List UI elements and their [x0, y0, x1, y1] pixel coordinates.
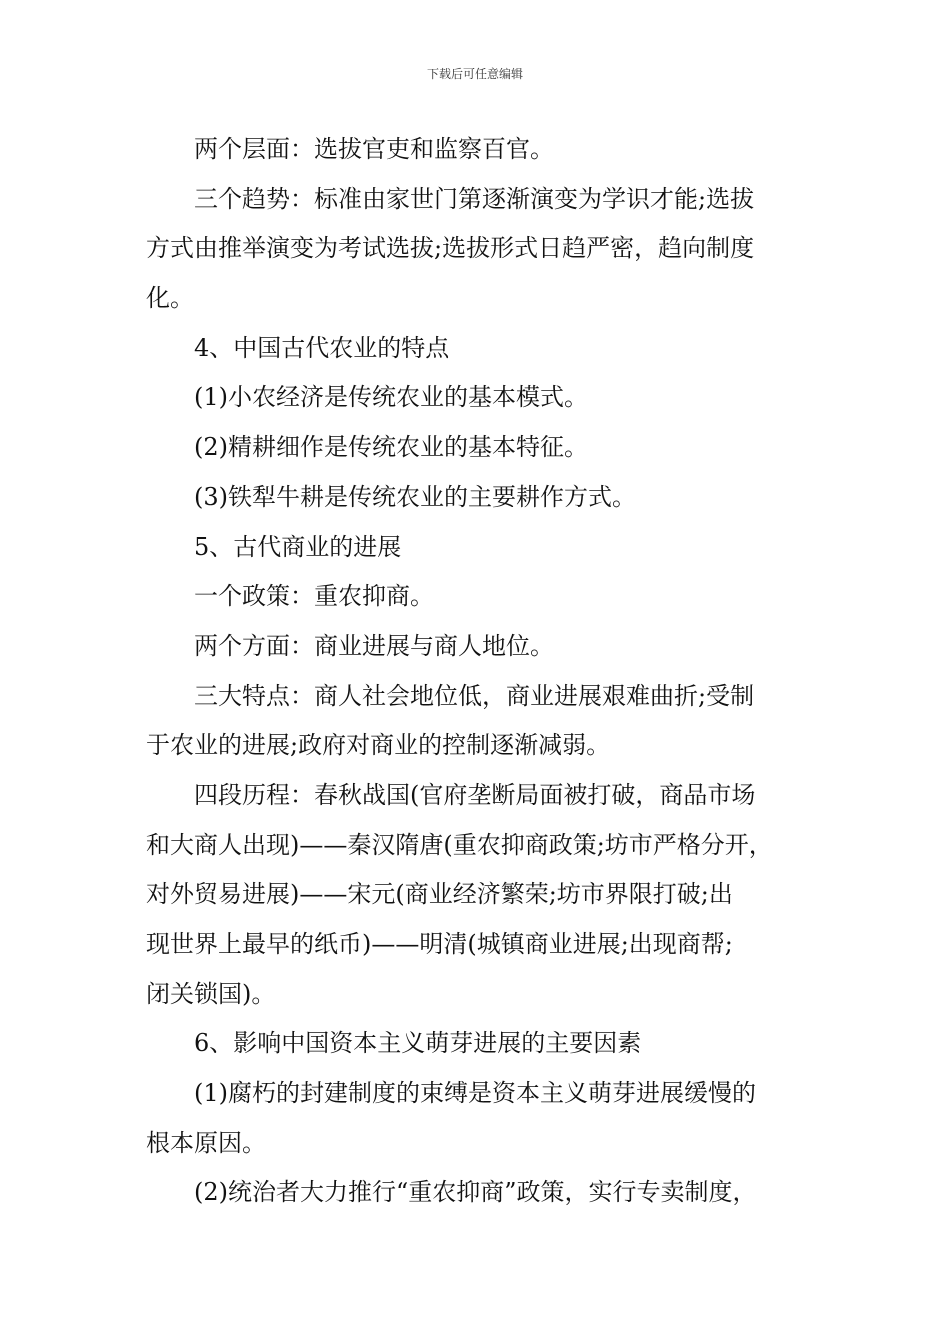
section-heading: 5、古代商业的进展 [194, 532, 402, 561]
text-line: 方式由推举演变为考试选拔;选拔形式日趋严密，趋向制度 [146, 234, 755, 263]
text-line: (2)精耕细作是传统农业的基本特征。 [194, 433, 588, 462]
text-line: 四段历程：春秋战国(官府垄断局面被打破，商品市场 [194, 780, 756, 809]
text-line: 化。 [146, 284, 194, 313]
page-header: 下载后可任意编辑 [426, 67, 523, 81]
text-line: 根本原因。 [146, 1128, 266, 1157]
text-line: (1)小农经济是传统农业的基本模式。 [194, 383, 588, 412]
text-line: 两个方面：商业进展与商人地位。 [194, 631, 554, 660]
text-line: (3)铁犁牛耕是传统农业的主要耕作方式。 [194, 482, 636, 511]
text-line: (2)统治者大力推行“重农抑商”政策，实行专卖制度， [194, 1178, 757, 1207]
section-heading: 6、影响中国资本主义萌芽进展的主要因素 [194, 1029, 642, 1058]
text-line: 对外贸易进展)——宋元(商业经济繁荣;坊市界限打破;出 [146, 880, 733, 909]
text-line: 两个层面：选拔官吏和监察百官。 [194, 135, 554, 163]
text-line: 三大特点：商人社会地位低，商业进展艰难曲折;受制 [194, 681, 755, 710]
text-line: (1)腐朽的封建制度的束缚是资本主义萌芽进展缓慢的 [194, 1079, 756, 1108]
text-line: 现世界上最早的纸币)——明清(城镇商业进展;出现商帮; [146, 930, 733, 958]
document-body [146, 125, 814, 1218]
text-line: 三个趋势：标准由家世门第逐渐演变为学识才能;选拔 [194, 184, 755, 213]
text-line: 闭关锁国)。 [146, 979, 276, 1008]
text-line: 一个政策：重农抑商。 [194, 582, 434, 611]
section-heading: 4、中国古代农业的特点 [194, 333, 450, 362]
text-line: 和大商人出现)——秦汉隋唐(重农抑商政策;坊市严格分开， [146, 830, 773, 859]
text-line: 于农业的进展;政府对商业的控制逐渐减弱。 [146, 731, 611, 760]
